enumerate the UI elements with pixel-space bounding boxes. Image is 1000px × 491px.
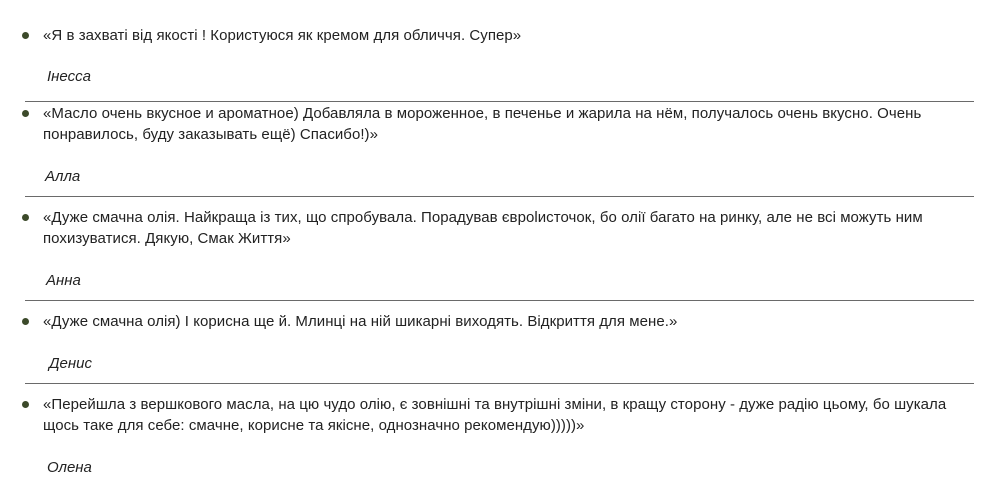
- divider: [25, 300, 974, 301]
- review-author: Денис: [49, 355, 93, 372]
- review-author: Олена: [47, 459, 92, 476]
- bullet-icon: [22, 32, 29, 39]
- review-quote-row: [22, 207, 977, 249]
- bullet-icon: [22, 401, 29, 408]
- review-quote-row: [22, 25, 977, 46]
- review-author: Анна: [46, 272, 81, 289]
- review-author: Інесса: [47, 68, 91, 85]
- review-quote-row: [22, 311, 977, 332]
- review-quote: «Масло очень вкусное и ароматное) Добавляла в мороженное, в печенье и жарила на нём, получалось очень вкусно. Очень понравилось, буду заказывать ещё) Спасибо!)»: [43, 105, 922, 143]
- bullet-icon: [22, 318, 29, 325]
- bullet-icon: [22, 214, 29, 221]
- review-quote-row: [22, 394, 977, 436]
- divider: [25, 196, 974, 197]
- review-quote: «Дуже смачна олія. Найкраща із тих, що спробувала. Порадував єврolисточок, бо олії багато на ринку, але не всі можуть ним похизуватися. Дякую, Смак Життя»: [43, 209, 923, 247]
- divider: [25, 101, 974, 102]
- divider: [25, 383, 974, 384]
- review-quote: «Дуже смачна олія) І корисна ще й. Млинці на ній шикарні виходять. Відкриття для мене.»: [43, 313, 678, 330]
- review-quote: «Перейшла з вершкового масла, на цю чудо олію, є зовнішні та внутрішні зміни, в кращу сторону - дуже радію цьому, бо шукала щось таке для себе: смачне, корисне та якісне, однозначно рекомендую)))))»: [43, 396, 947, 434]
- review-author: Алла: [45, 168, 81, 185]
- review-quote-row: [22, 103, 977, 145]
- review-quote: «Я в захваті від якості ! Користуюся як кремом для обличчя. Супер»: [43, 27, 522, 44]
- bullet-icon: [22, 110, 29, 117]
